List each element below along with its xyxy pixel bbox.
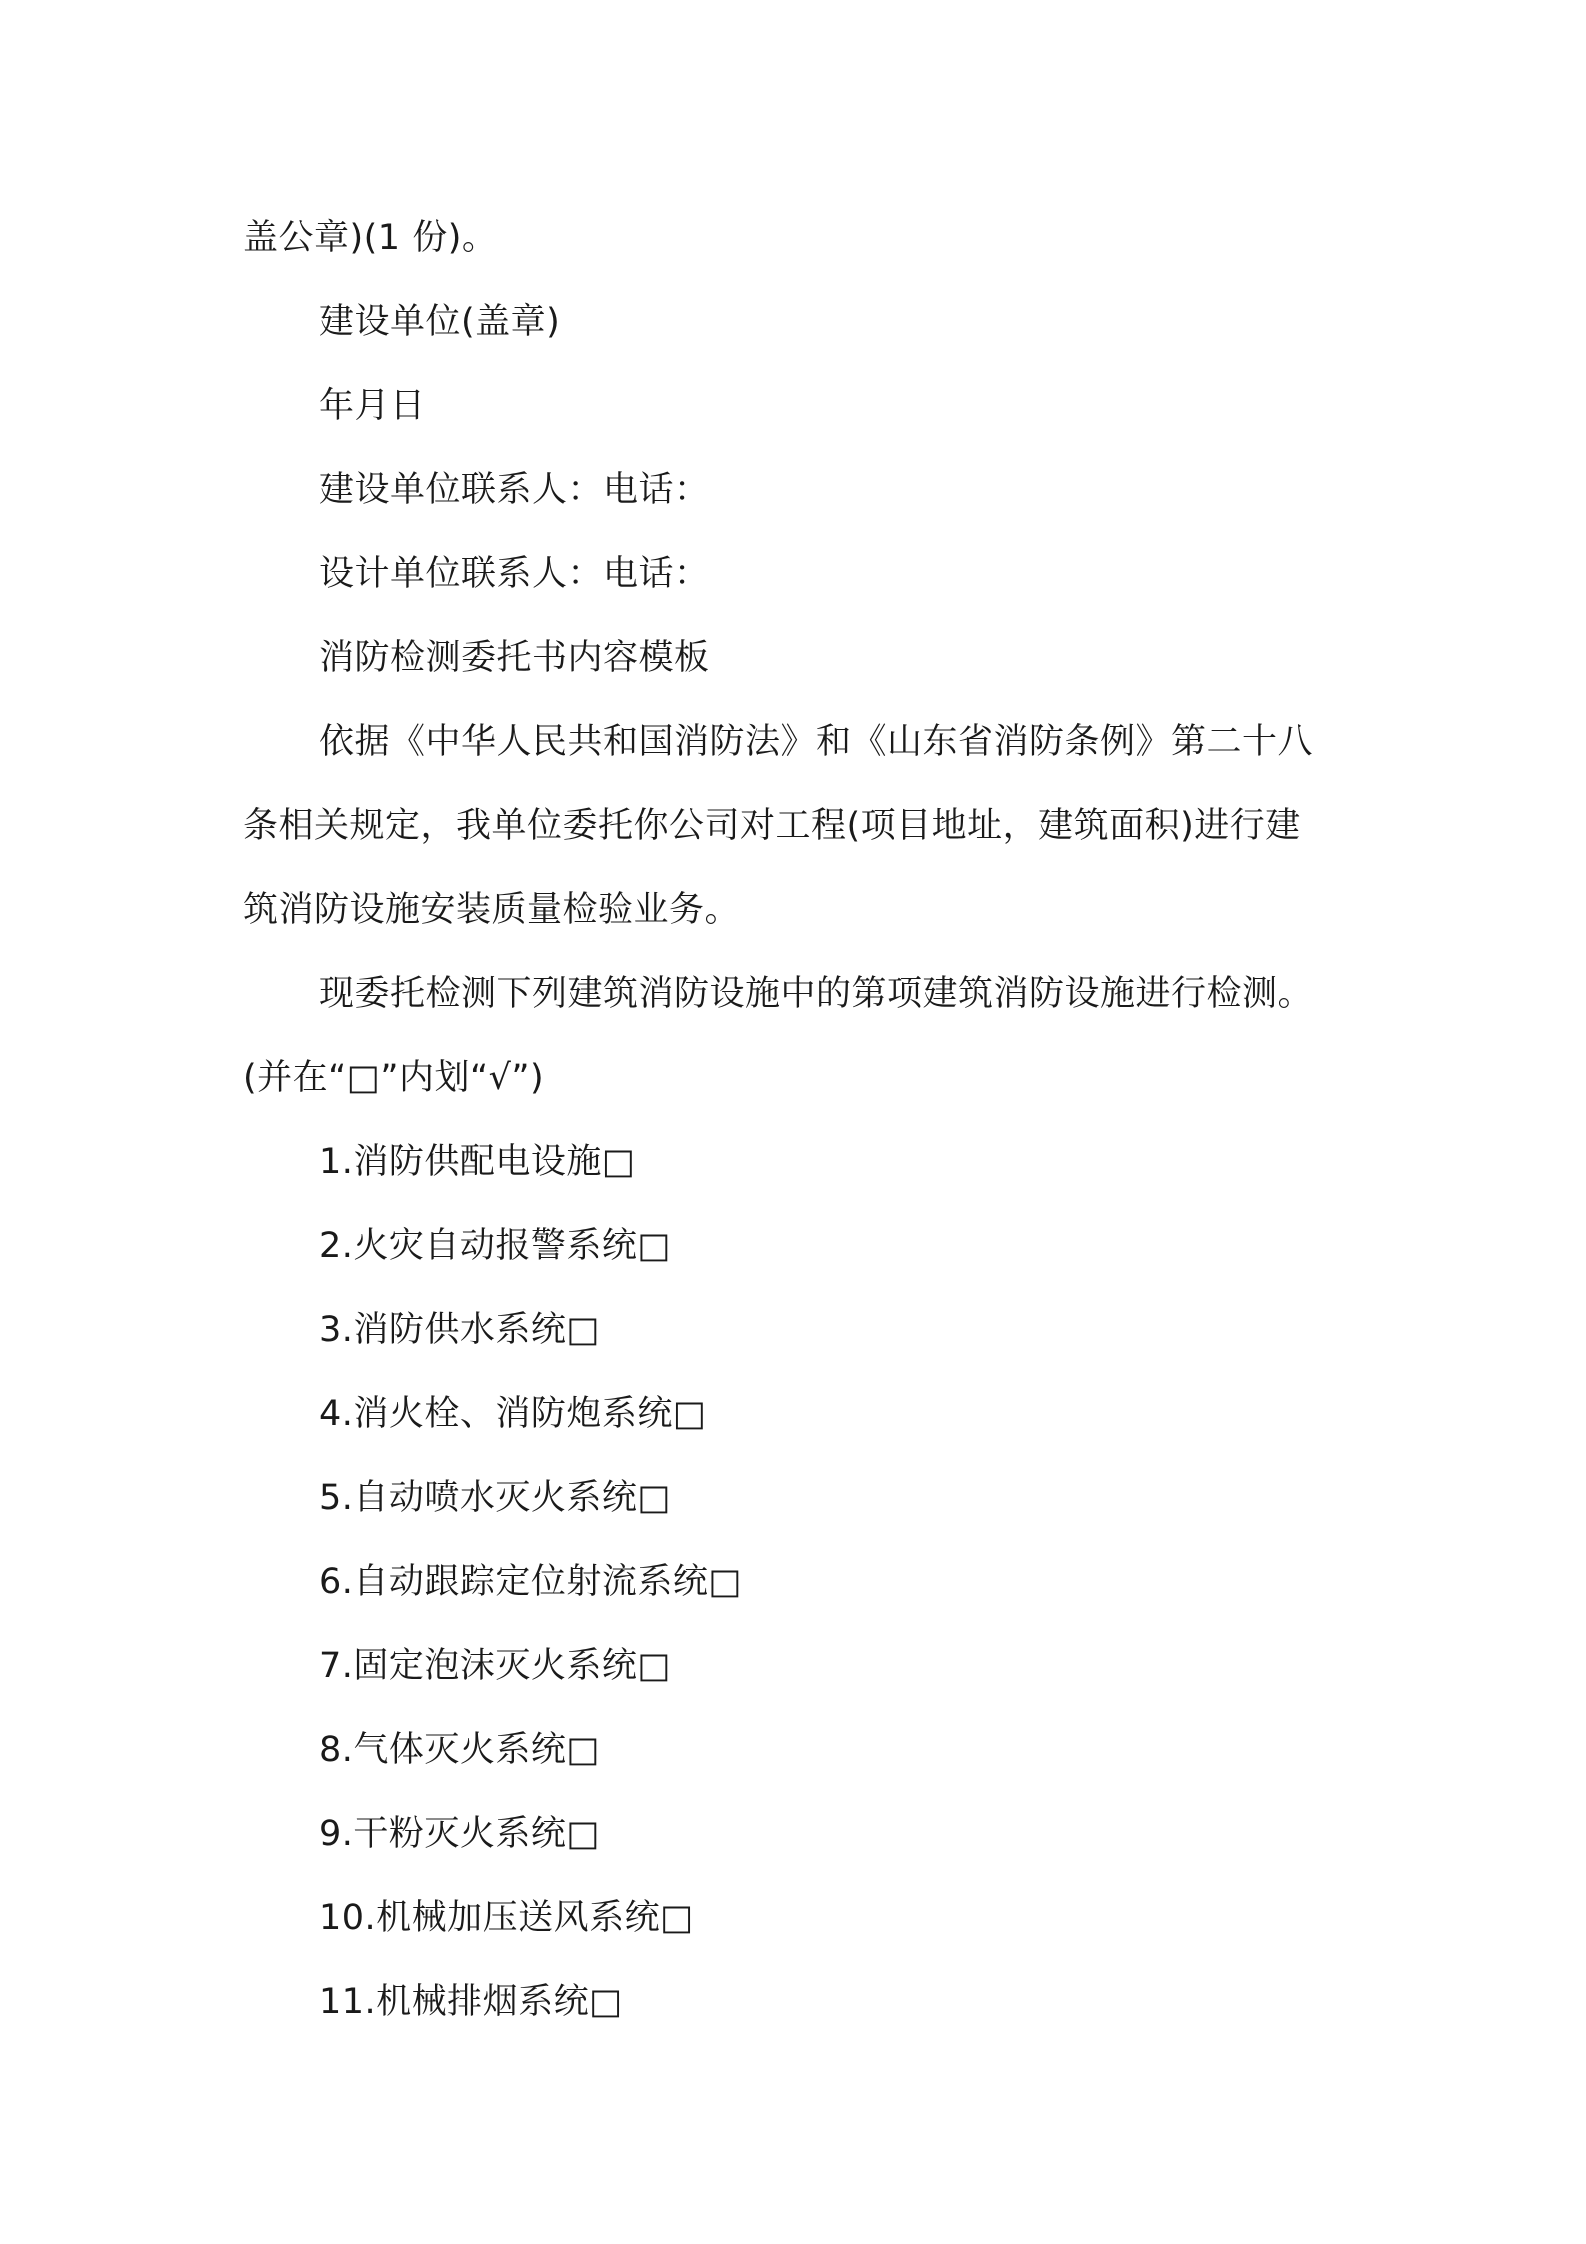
list-item: 4.消火栓、消防炮系统□ bbox=[319, 1394, 707, 1434]
text-line-construction-contact: 建设单位联系人：电话： bbox=[319, 470, 710, 510]
list-item: 5.自动喷水灭火系统□ bbox=[319, 1478, 671, 1518]
list-item: 8.气体灭火系统□ bbox=[319, 1730, 600, 1770]
list-item: 6.自动跟踪定位射流系统□ bbox=[319, 1562, 742, 1602]
paragraph-line: 现委托检测下列建筑消防设施中的第项建筑消防设施进行检测。 bbox=[319, 974, 1314, 1014]
text-line-seal-copy: 盖公章)(1 份)。 bbox=[243, 218, 498, 258]
text-line-unit-seal: 建设单位(盖章) bbox=[319, 302, 561, 342]
paragraph-line: 条相关规定，我单位委托你公司对工程(项目地址，建筑面积)进行建 bbox=[243, 806, 1301, 846]
text-line-design-contact: 设计单位联系人：电话： bbox=[319, 554, 710, 594]
paragraph-line: 筑消防设施安装质量检验业务。 bbox=[243, 890, 741, 930]
document-body bbox=[243, 196, 1363, 2044]
list-item: 11.机械排烟系统□ bbox=[319, 1982, 623, 2022]
list-item: 1.消防供配电设施□ bbox=[319, 1142, 636, 1182]
list-item: 2.火灾自动报警系统□ bbox=[319, 1226, 671, 1266]
section-heading: 消防检测委托书内容模板 bbox=[319, 638, 710, 678]
list-item: 9.干粉灭火系统□ bbox=[319, 1814, 600, 1854]
paragraph-line: 依据《中华人民共和国消防法》和《山东省消防条例》第二十八 bbox=[319, 722, 1314, 762]
paragraph-line: (并在“□”内划“√”) bbox=[243, 1058, 545, 1098]
list-item: 7.固定泡沫灭火系统□ bbox=[319, 1646, 671, 1686]
list-item: 3.消防供水系统□ bbox=[319, 1310, 600, 1350]
text-line-date: 年月日 bbox=[319, 386, 426, 426]
list-item: 10.机械加压送风系统□ bbox=[319, 1898, 694, 1938]
